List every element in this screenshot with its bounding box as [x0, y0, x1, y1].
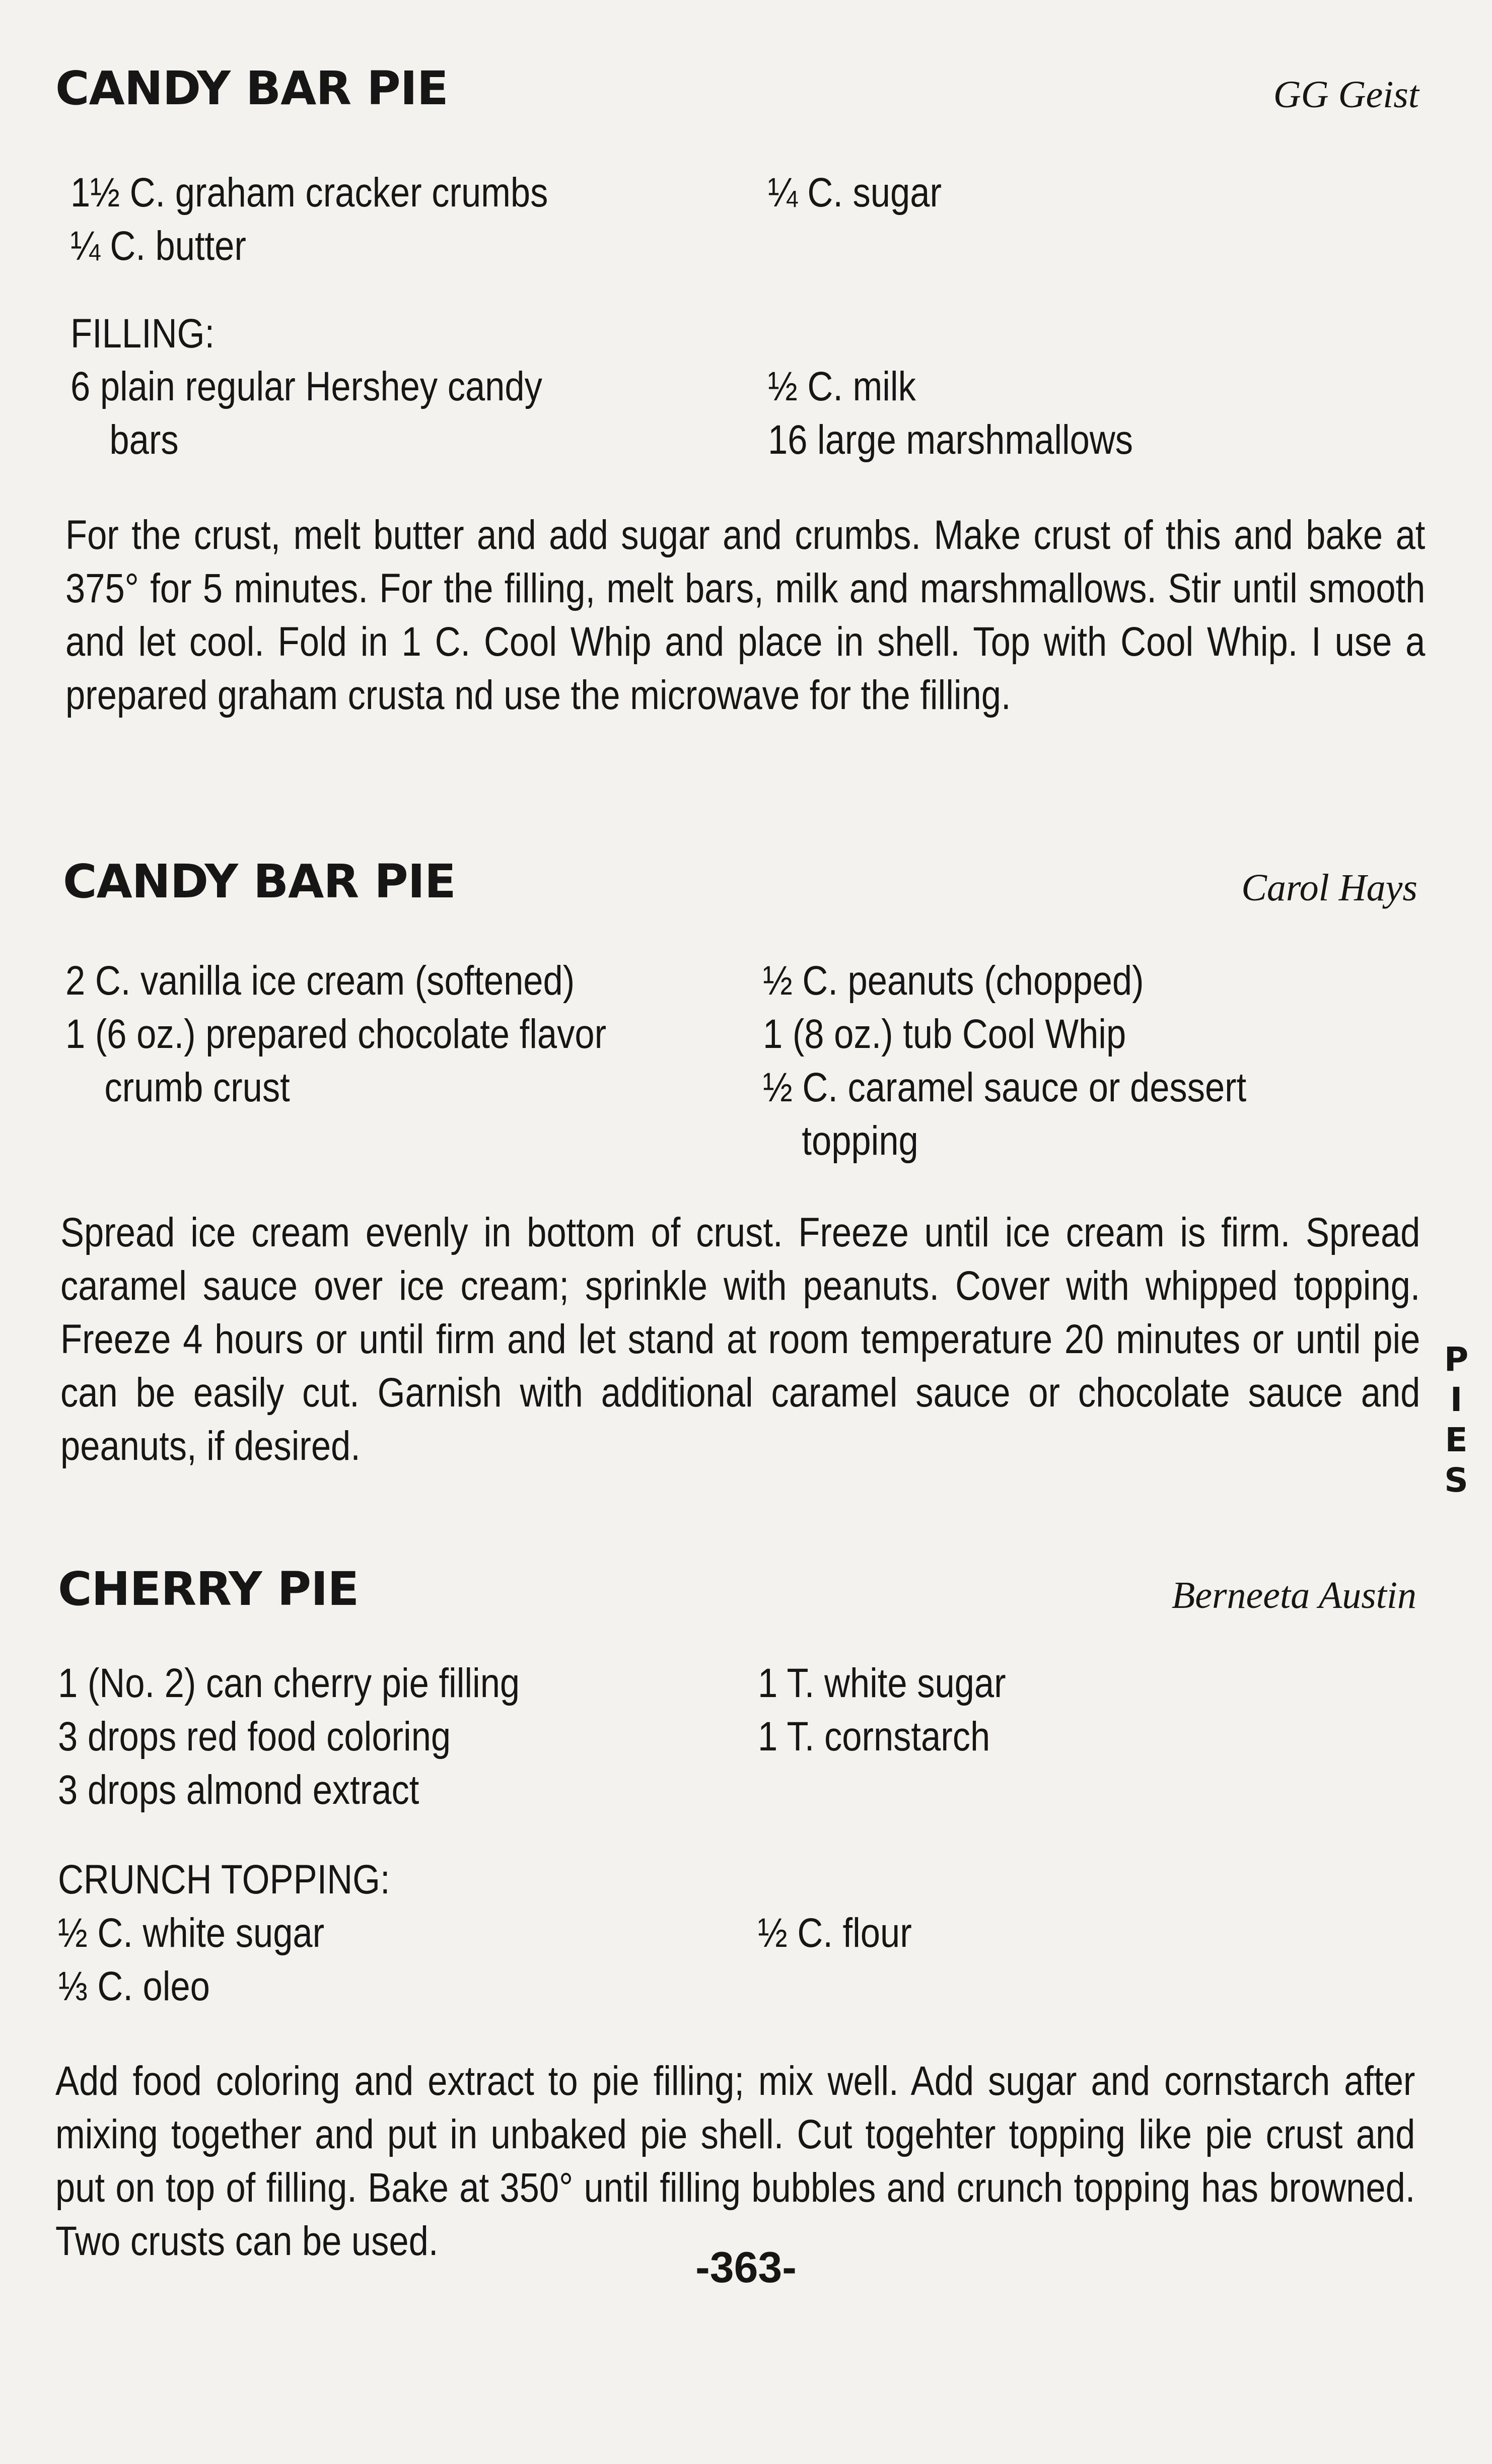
recipe-title: CANDY BAR PIE: [55, 61, 448, 115]
ingredient: ½ C. caramel sauce or dessert: [763, 1065, 1247, 1110]
directions-text: For the crust, melt butter and add sugar and crumbs. Make crust of this and bake at 375° for 5 minutes. For the filling, melt bars, milk and marshmallows. Stir until smooth and let cool. Fold in 1 C. Cool Whip and place in shell. Top with Cool Whip. I use a prepared graham crusta nd use the microwave for the filling.: [65, 512, 1426, 718]
recipe-title: CHERRY PIE: [58, 1562, 359, 1616]
ingredient: 1 T. cornstarch: [758, 1714, 990, 1759]
ingredient: ½ C. milk: [768, 364, 916, 409]
directions-text: Add food coloring and extract to pie filling; mix well. Add sugar and cornstarch after mixing together and put in unbaked pie shell. Cut togehter topping like pie crust and put on top of filling. Bake at 350° until filling bubbles and crunch topping has browned. Two crusts can be used.: [55, 2058, 1415, 2264]
ingredient: 1 (6 oz.) prepared chocolate flavor: [65, 1011, 607, 1057]
ingredients-right: [768, 166, 942, 220]
ingredient: ½ C. peanuts (chopped): [763, 958, 1144, 1004]
ingredients-left: [70, 166, 548, 273]
recipe-author: GG Geist: [1273, 74, 1419, 116]
section-tab-pies: [1436, 1340, 1476, 1501]
recipe-author: Carol Hays: [1241, 867, 1417, 909]
topping-right: [758, 1907, 912, 1960]
crunch-topping-label: CRUNCH TOPPING:: [58, 1857, 390, 1903]
ingredient: 3 drops red food coloring: [58, 1714, 451, 1759]
tab-letter: P: [1444, 1340, 1469, 1379]
tab-letter: I: [1450, 1380, 1463, 1419]
ingredients-left: [65, 954, 606, 1114]
tab-letter: S: [1444, 1461, 1468, 1500]
ingredient: 1 (No. 2) can cherry pie filling: [58, 1660, 520, 1706]
ingredient: ⅓ C. oleo: [58, 1963, 210, 2009]
ingredient-continued: crumb crust: [104, 1065, 290, 1110]
recipe-cherry-pie: [55, 1562, 1416, 2271]
ingredients-left: [58, 1657, 520, 1817]
ingredient: 2 C. vanilla ice cream (softened): [65, 958, 575, 1004]
page-number: -363-: [695, 2243, 797, 2292]
ingredients-right: [758, 1657, 1006, 1764]
recipe-author: Berneeta Austin: [1171, 1574, 1416, 1616]
topping-left: [58, 1907, 324, 2013]
ingredient: ½ C. flour: [758, 1910, 912, 1956]
recipe-candy-bar-pie-geist: [55, 61, 1426, 796]
filling-label: FILLING:: [70, 311, 215, 357]
recipe-candy-bar-pie-hays: [55, 855, 1420, 1513]
filling-right: [768, 360, 1133, 467]
tab-letter: E: [1445, 1421, 1468, 1459]
ingredient: ¼ C. sugar: [768, 170, 942, 216]
ingredient-continued: topping: [802, 1118, 918, 1164]
ingredient: ¼ C. butter: [70, 223, 246, 269]
ingredient: 6 plain regular Hershey candy: [70, 364, 542, 409]
ingredient: 16 large marshmallows: [768, 417, 1133, 463]
recipe-directions: [65, 509, 1425, 722]
directions-text: Spread ice cream evenly in bottom of crust. Freeze until ice cream is firm. Spread caramel sauce over ice cream; sprinkle with peanuts. Cover with whipped topping. Freeze 4 hours or until firm and let stand at room temperature 20 minutes or until pie can be easily cut. Garnish with additional caramel sauce or chocolate sauce and peanuts, if desired.: [60, 1210, 1420, 1469]
recipe-directions: [60, 1206, 1420, 1473]
recipe-title: CANDY BAR PIE: [63, 855, 456, 908]
recipe-directions: [55, 2055, 1415, 2268]
ingredient: 1½ C. graham cracker crumbs: [70, 170, 548, 216]
filling-left: [70, 360, 542, 467]
ingredient: 3 drops almond extract: [58, 1767, 419, 1813]
ingredients-right: [763, 954, 1246, 1168]
ingredient: 1 (8 oz.) tub Cool Whip: [763, 1011, 1126, 1057]
ingredient: 1 T. white sugar: [758, 1660, 1006, 1706]
ingredient-continued: bars: [109, 417, 179, 463]
ingredient: ½ C. white sugar: [58, 1910, 325, 1956]
